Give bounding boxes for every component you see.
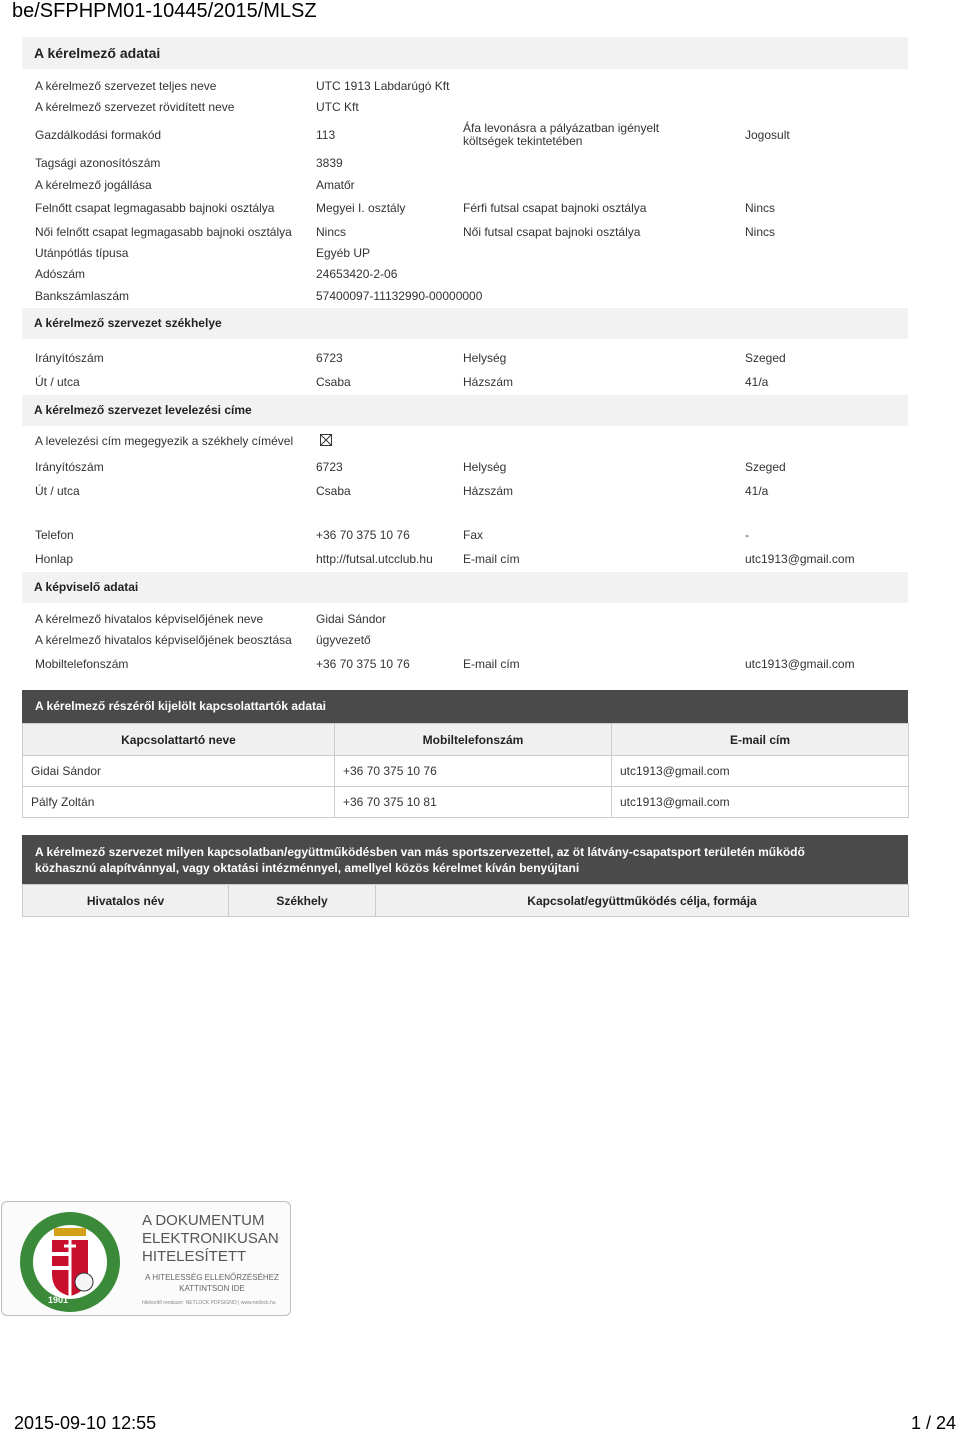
representative-section-header: A képviselő adatai (22, 572, 908, 603)
phone-label: Telefon (35, 528, 74, 542)
mailing-zip-label: Irányítószám (35, 460, 104, 474)
mailing-section-header: A kérelmező szervezet levelezési címe (22, 395, 908, 426)
rep-mobile-label: Mobiltelefonszám (35, 657, 129, 671)
table-row (23, 756, 909, 787)
mailing-zip-value: 6723 (316, 460, 343, 474)
rep-email-value: utc1913@gmail.com (745, 657, 855, 671)
seat-section-header: A kérelmező szervezet székhelye (22, 308, 908, 339)
short-name-value: UTC Kft (316, 100, 359, 114)
full-name-label: A kérelmező szervezet teljes neve (35, 79, 217, 93)
rep-mobile-value: +36 70 375 10 76 (316, 657, 410, 671)
applicant-section-header: A kérelmező adatai (22, 37, 908, 69)
rep-email-label: E-mail cím (463, 657, 520, 671)
contact-name-cell: Pálfy Zoltán (23, 787, 335, 818)
rep-name-label: A kérelmező hivatalos képviselőjének neve (35, 612, 264, 626)
vat-value: Jogosult (745, 128, 790, 142)
youth-type-value: Egyéb UP (316, 246, 371, 260)
fax-value: - (745, 528, 749, 542)
checked-box-icon (320, 434, 332, 446)
youth-type-label: Utánpótlás típusa (35, 246, 129, 260)
logo-year: 1901 (48, 1295, 69, 1305)
seat-street-value: Csaba (316, 375, 351, 389)
mailing-house-label: Házszám (463, 484, 514, 498)
seat-house-label: Házszám (463, 375, 514, 389)
seat-zip-label: Irányítószám (35, 351, 104, 365)
fax-label: Fax (463, 528, 484, 542)
column-header-purpose: Kapcsolat/együttműködés célja, formája (376, 885, 909, 917)
authentication-seal[interactable] (1, 1201, 291, 1316)
mens-futsal-label: Férfi futsal csapat bajnoki osztálya (463, 201, 647, 215)
tax-number-value: 24653420-2-06 (316, 267, 398, 281)
seat-city-label: Helység (463, 351, 507, 365)
column-header-official-name: Hivatalos név (23, 885, 229, 917)
contact-name-cell: Gidai Sándor (23, 756, 335, 787)
legal-status-value: Amatőr (316, 178, 355, 192)
mailing-city-label: Helység (463, 460, 507, 474)
mailing-house-value: 41/a (745, 484, 769, 498)
mens-futsal-value: Nincs (745, 201, 776, 215)
vat-label: Áfa levonásra a pályázatban igényelt költségek tekintetében (463, 121, 660, 148)
mailing-same-label: A levelezési cím megegyezik a székhely címével (35, 434, 294, 448)
member-id-value: 3839 (316, 156, 343, 170)
womens-adult-label: Női felnőtt csapat legmagasabb bajnoki osztálya (35, 225, 292, 239)
contacts-table (22, 723, 909, 818)
column-header-seat: Székhely (229, 885, 376, 917)
seat-city-value: Szeged (745, 351, 786, 365)
mailing-street-value: Csaba (316, 484, 351, 498)
cooperation-table (22, 884, 909, 917)
column-header-email: E-mail cím (612, 724, 909, 756)
rep-position-value: ügyvezető (316, 633, 371, 647)
seat-house-value: 41/a (745, 375, 769, 389)
short-name-label: A kérelmező szervezet rövidített neve (35, 100, 235, 114)
table-row (23, 787, 909, 818)
rep-position-label: A kérelmező hivatalos képviselőjének beosztása (35, 633, 292, 647)
bank-account-label: Bankszámlaszám (35, 289, 130, 303)
email-label: E-mail cím (463, 552, 520, 566)
phone-value: +36 70 375 10 76 (316, 528, 410, 542)
economic-code-value: 113 (316, 128, 336, 142)
seal-verify-text: A HITELESSÉG ELLENŐRZÉSÉHEZ KATTINTSON IDE (145, 1273, 279, 1293)
cooperation-table-header: A kérelmező szervezet milyen kapcsolatban/együttműködésben van más sportszervezettel, az öt látvány-csapatsport területén működő közhasznú alapítvánnyal, vagy oktatási intézménnyel, amellyel közös kérelmet kíván benyújtani (22, 835, 908, 884)
seat-zip-value: 6723 (316, 351, 343, 365)
womens-futsal-label: Női futsal csapat bajnoki osztálya (463, 225, 641, 239)
womens-futsal-value: Nincs (745, 225, 776, 239)
mlsz-logo-icon (18, 1210, 122, 1314)
adult-division-value: Megyei I. osztály (316, 201, 406, 215)
footer-timestamp: 2015-09-10 12:55 (14, 1413, 157, 1433)
contact-mobile-cell: +36 70 375 10 76 (335, 756, 612, 787)
footer-page-number: 1 / 24 (910, 1413, 956, 1433)
bank-account-value: 57400097-11132990-00000000 (316, 289, 483, 303)
website-label: Honlap (35, 552, 74, 566)
member-id-label: Tagsági azonosítószám (35, 156, 161, 170)
contacts-table-header: A kérelmező részéről kijelölt kapcsolattartók adatai (22, 690, 908, 723)
column-header-contact-name: Kapcsolattartó neve (23, 724, 335, 756)
seal-title: A DOKUMENTUM ELEKTRONIKUSAN HITELESÍTETT (142, 1212, 279, 1265)
economic-code-label: Gazdálkodási formakód (35, 128, 162, 142)
mailing-city-value: Szeged (745, 460, 786, 474)
column-header-mobile: Mobiltelefonszám (335, 724, 612, 756)
rep-name-value: Gidai Sándor (316, 612, 387, 626)
womens-adult-value: Nincs (316, 225, 347, 239)
legal-status-label: A kérelmező jogállása (35, 178, 152, 192)
adult-division-label: Felnőtt csapat legmagasabb bajnoki osztálya (35, 201, 275, 215)
seat-street-label: Út / utca (35, 375, 80, 389)
email-value: utc1913@gmail.com (745, 552, 855, 566)
contact-mobile-cell: +36 70 375 10 81 (335, 787, 612, 818)
seal-system-text: hitelesítő rendszer: NETLOCK PDFSIGNO | www.netlock.hu (142, 1300, 276, 1306)
full-name-value: UTC 1913 Labdarúgó Kft (316, 79, 450, 93)
tax-number-label: Adószám (35, 267, 86, 281)
mailing-street-label: Út / utca (35, 484, 80, 498)
contact-email-cell: utc1913@gmail.com (612, 756, 909, 787)
contact-email-cell: utc1913@gmail.com (612, 787, 909, 818)
document-id: be/SFPHPM01-10445/2015/MLSZ (12, 0, 317, 22)
website-link[interactable]: http://futsal.utcclub.hu (316, 552, 433, 566)
